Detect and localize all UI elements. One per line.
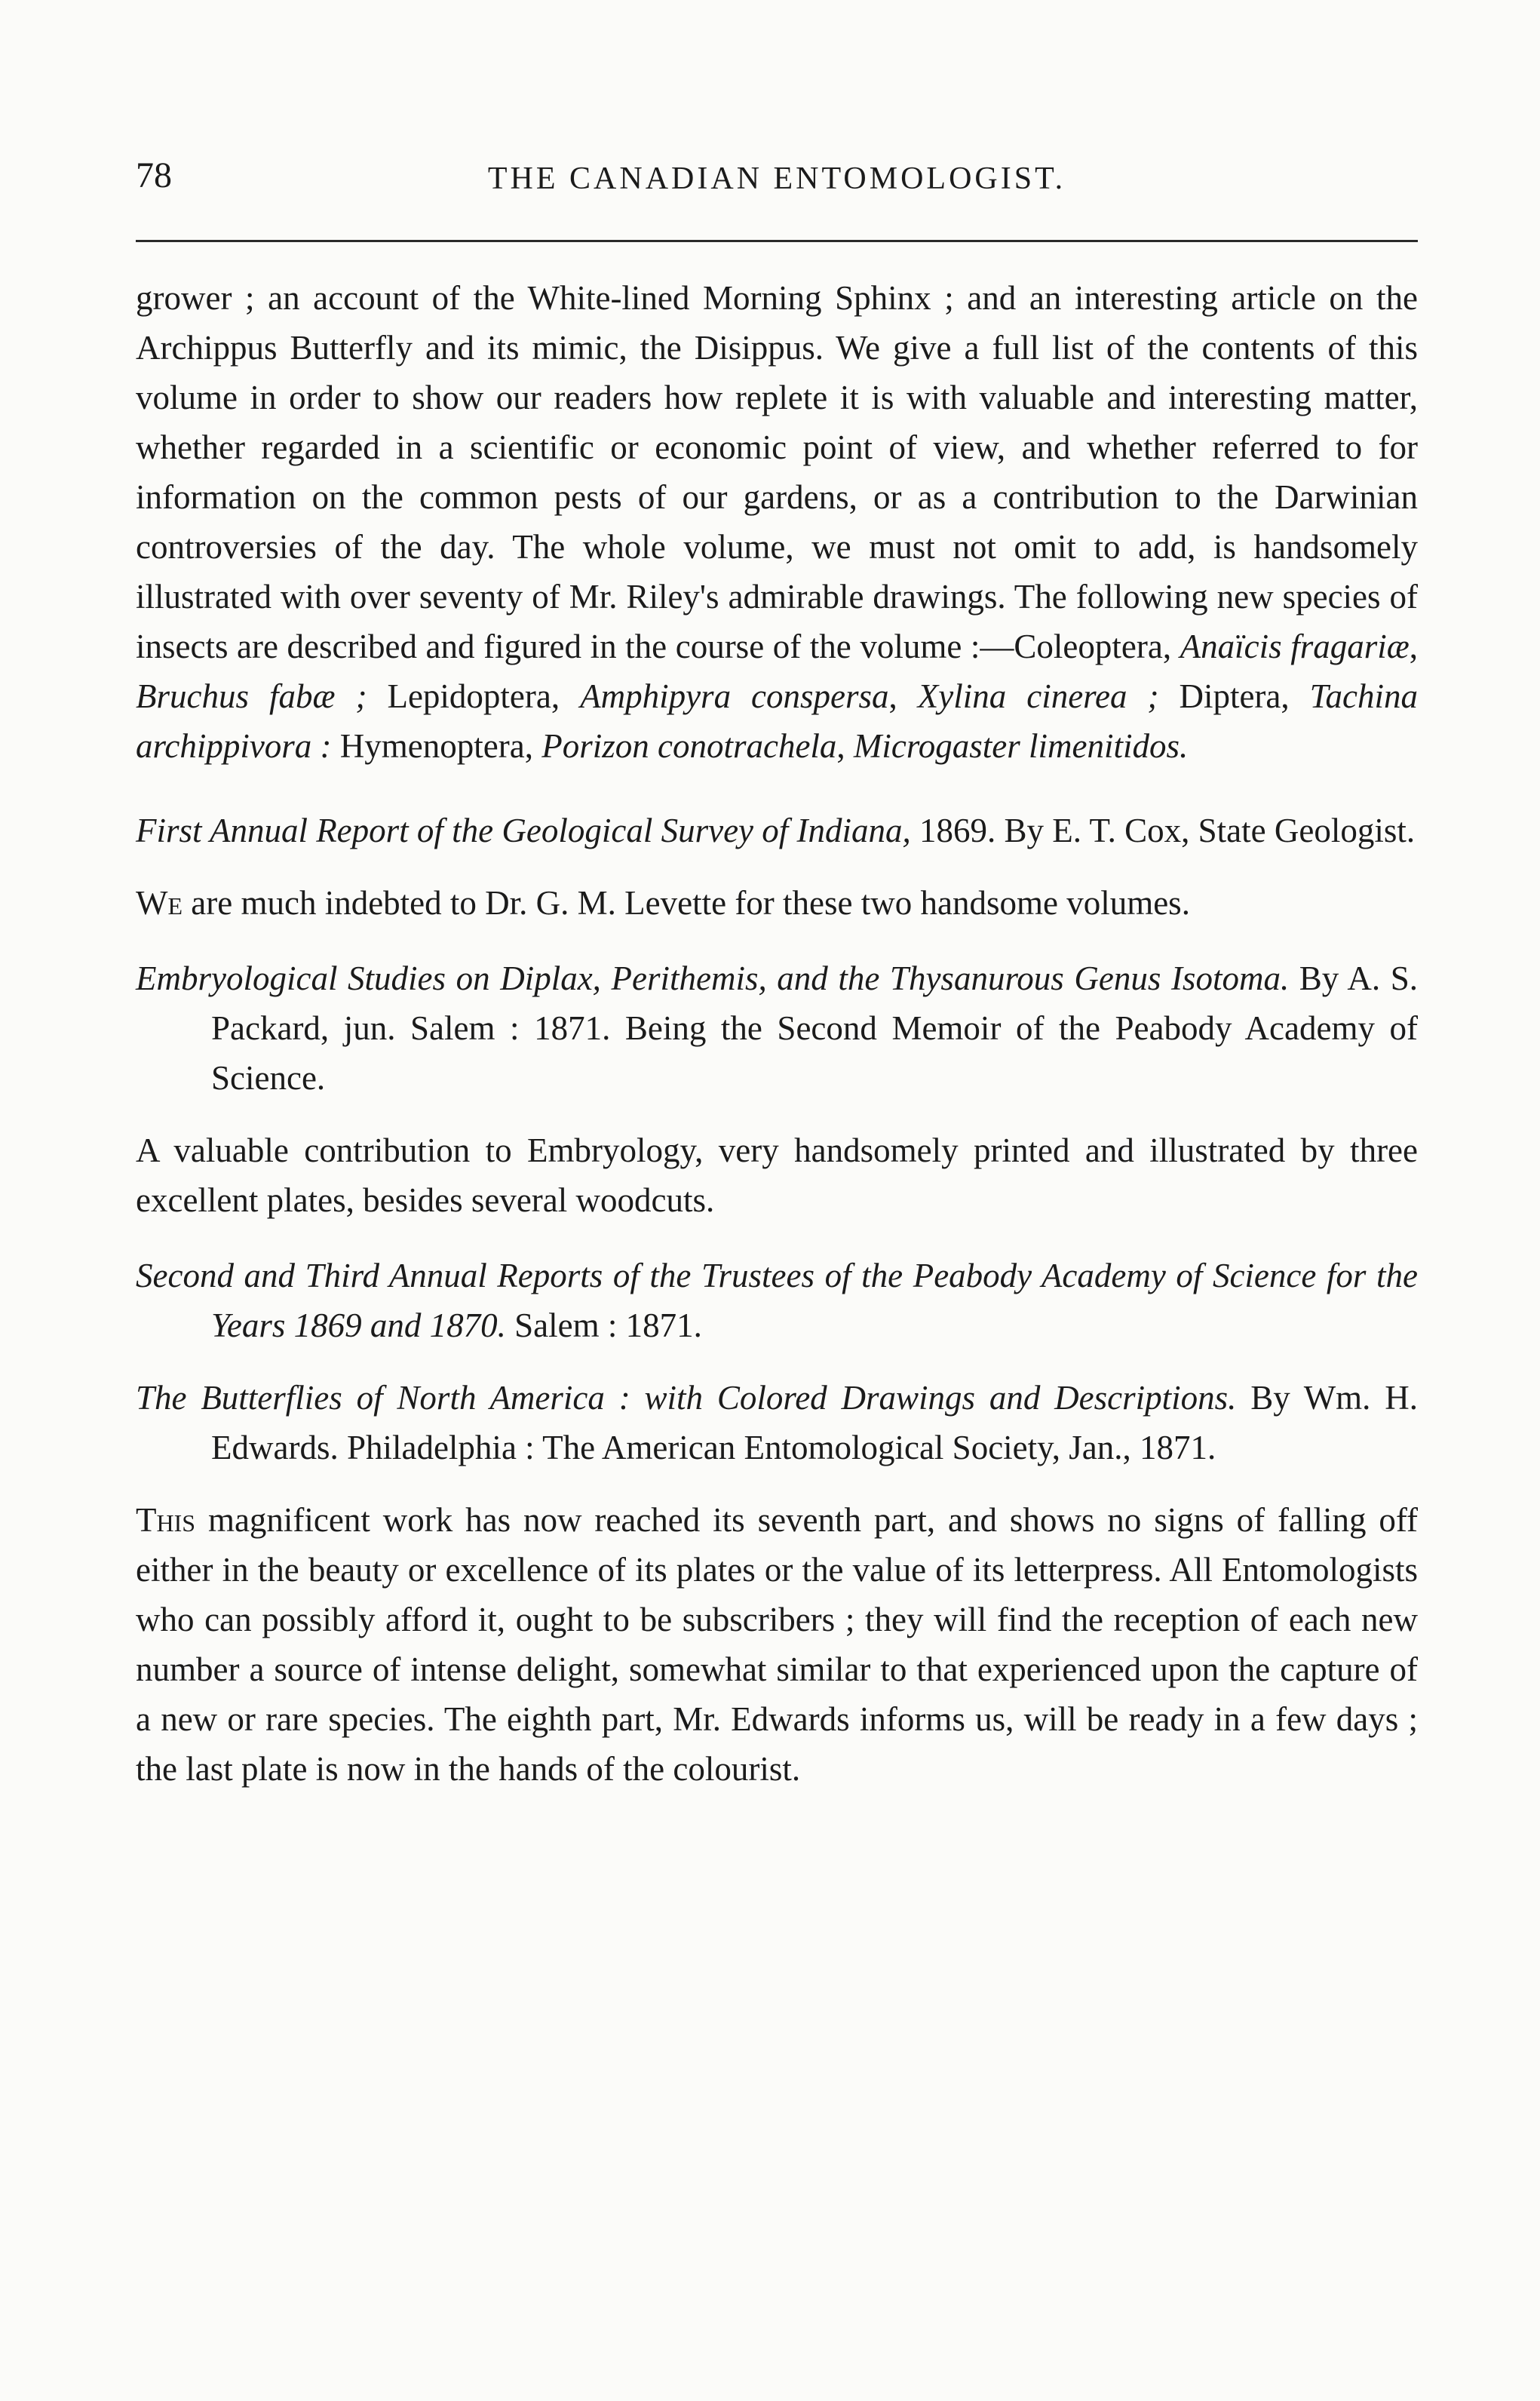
page-header [136, 155, 1418, 207]
text-run: , [888, 677, 918, 715]
review-paragraph-butterflies [136, 1495, 1418, 1794]
body-text [136, 273, 1418, 1794]
book-title: First Annual Report of the Geological Survey of Indiana, [136, 812, 911, 849]
species-name: Porizon conotrachela [541, 727, 837, 765]
book-details: Salem : 1871. [505, 1306, 702, 1344]
text-run: , [836, 727, 854, 765]
book-entry-geological-survey [136, 806, 1418, 855]
lead-word: This [136, 1501, 196, 1539]
text-run: are much indebted to Dr. G. M. Levette for these two handsome volumes. [183, 884, 1190, 922]
book-details: 1869. By E. T. Cox, State Geologist. [910, 812, 1416, 849]
review-paragraph-continued [136, 273, 1418, 771]
species-name: Xylina cinerea ; [917, 677, 1159, 715]
page-number: 78 [136, 155, 172, 195]
running-title: THE CANADIAN ENTOMOLOGIST. [487, 161, 1066, 196]
species-name: Bruchus fabæ ; [136, 677, 367, 715]
header-rule [136, 240, 1418, 242]
text-run: grower ; an account of the White-lined Morning Sphinx ; and an interesting article on the Archippus Butterfly and its mimic, the Disippus. We give a full list of the contents of this volume in order to show our readers how replete it is with valuable and interesting matter, whether regarded in a scientific or economic point of view, and whether referred to for information on the common pests of our gardens, or as a contribution to the Darwinian controversies of the day. The whole volume, we must not omit to add, is handsomely illustrated with over seventy of Mr. Riley's admirable drawings. The following new species of insects are described and figured in the course of the volume :—Coleoptera, [136, 279, 1418, 665]
text-run: magnificent work has now reached its seventh part, and shows no signs of falling off either in the beauty or excellence of its plates or the value of its letterpress. All Entomologists who can possibly afford it, ought to be subscribers ; they will find the reception of each new number a source of intense delight, somewhat similar to that experienced upon the capture of a new or rare species. The eighth part, Mr. Edwards informs us, will be ready in a few days ; the last plate is now in the hands of the colourist. [136, 1501, 1418, 1788]
review-paragraph-levette [136, 878, 1418, 928]
text-run: Diptera, [1158, 677, 1310, 715]
book-entry-embryological-studies [136, 953, 1418, 1103]
species-name: Anaïcis fragariæ [1180, 628, 1410, 665]
species-name: Microgaster limenitidos. [853, 727, 1189, 765]
book-title: Second and Third Annual Reports of the Trustees of the Peabody Academy of Science for the Years 1869 and 1870. [136, 1257, 1418, 1344]
book-title: Embryological Studies on Diplax, Perithemis, and the Thysanurous Genus Isotoma. [136, 959, 1290, 997]
text-run: Hymenoptera, [331, 727, 542, 765]
book-entry-butterflies [136, 1373, 1418, 1472]
species-name: Amphipyra conspersa [580, 677, 889, 715]
lead-word: We [136, 884, 183, 922]
book-entry-peabody-reports [136, 1251, 1418, 1350]
text-run: Lepidoptera, [367, 677, 581, 715]
book-details: By Wm. H. Edwards. Philadelphia : The American Entomological Society, Jan., 1871. [211, 1379, 1418, 1466]
book-title: The Butterflies of North America : with Colored Drawings and Descriptions. [136, 1379, 1237, 1417]
species-name: Tachina archippivora : [136, 677, 1418, 765]
review-paragraph-embryology: A valuable contribution to Embryology, very handsomely printed and illustrated by three excellent plates, besides several woodcuts. [136, 1131, 1418, 1219]
book-details: By A. S. Packard, jun. Salem : 1871. Being the Second Memoir of the Peabody Academy of Science. [211, 959, 1419, 1097]
text-run: , [1409, 628, 1418, 665]
